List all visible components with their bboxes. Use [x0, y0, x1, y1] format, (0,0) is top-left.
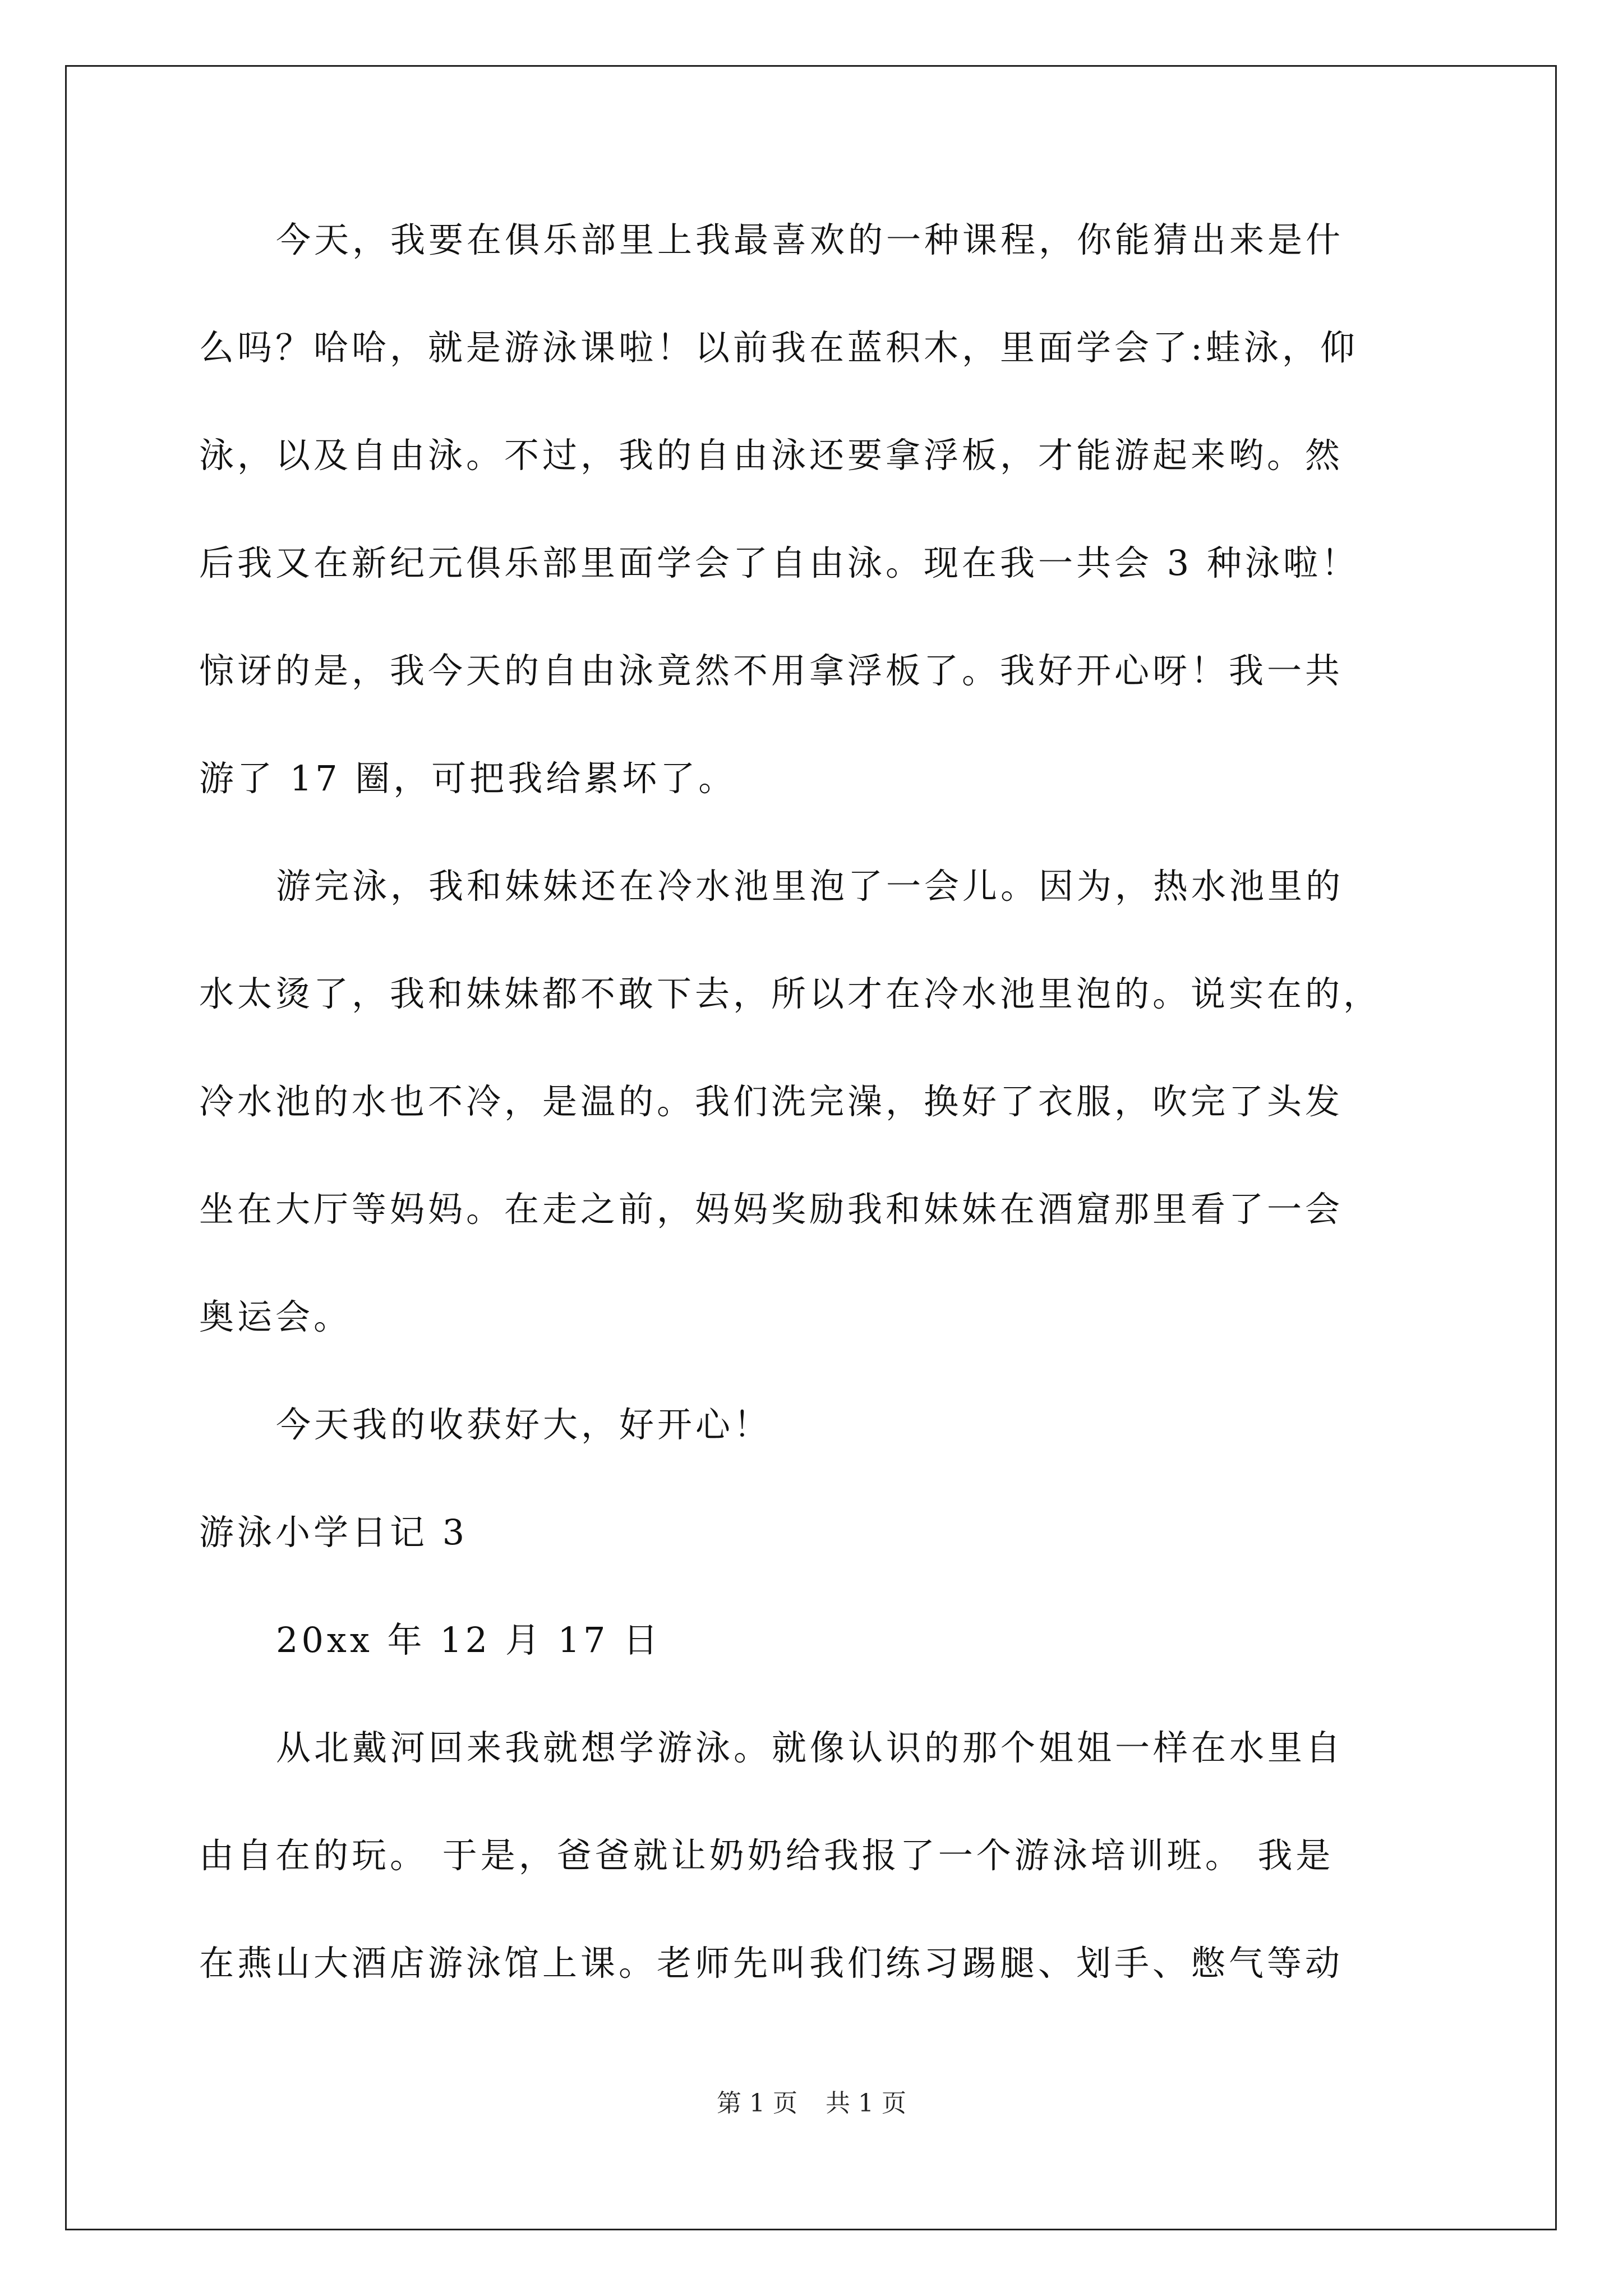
paragraph-line: 由自在的玩。 于是，爸爸就让奶奶给我报了一个游泳培训班。 我是: [199, 1835, 1334, 1876]
paragraph-line: 今天，我要在俱乐部里上我最喜欢的一种课程，你能猜出来是什: [276, 219, 1344, 260]
diary-date: 20xx 年 12 月 17 日: [276, 1619, 662, 1660]
paragraph-line: 水太烫了，我和妹妹都不敢下去，所以才在冷水池里泡的。说实在的，: [199, 973, 1382, 1014]
paragraph-line: 惊讶的是，我今天的自由泳竟然不用拿浮板了。我好开心呀！我一共: [199, 650, 1344, 691]
paragraph-line: 坐在大厅等妈妈。在走之前，妈妈奖励我和妹妹在酒窟那里看了一会: [199, 1189, 1344, 1230]
paragraph-line: 冷水池的水也不冷，是温的。我们洗完澡，换好了衣服，吹完了头发: [199, 1081, 1344, 1122]
page-number: 第 1 页: [717, 2089, 797, 2118]
paragraph-line: 游完泳，我和妹妹还在冷水池里泡了一会儿。因为，热水池里的: [276, 866, 1344, 907]
paragraph-line: 游了 17 圈，可把我给累坏了。: [199, 758, 737, 799]
page-footer: [0, 2087, 1623, 2120]
paragraph-line: 从北戴河回来我就想学游泳。就像认识的那个姐姐一样在水里自: [276, 1727, 1344, 1768]
paragraph-line: 在燕山大酒店游泳馆上课。老师先叫我们练习踢腿、划手、憋气等动: [199, 1943, 1344, 1984]
paragraph-line: 今天我的收获好大，好开心！: [276, 1404, 772, 1445]
section-heading: 游泳小学日记 3: [199, 1512, 468, 1553]
paragraph-line: 泳，以及自由泳。不过，我的自由泳还要拿浮板，才能游起来哟。然: [199, 435, 1344, 476]
paragraph-line: 后我又在新纪元俱乐部里面学会了自由泳。现在我一共会 3 种泳啦！: [199, 542, 1359, 583]
paragraph-line: 奥运会。: [199, 1296, 352, 1337]
page-total: 共 1 页: [826, 2089, 906, 2118]
document-body: [199, 213, 1472, 2044]
paragraph-line: 么吗？哈哈，就是游泳课啦！以前我在蓝积木，里面学会了:蛙泳，仰: [199, 327, 1358, 368]
